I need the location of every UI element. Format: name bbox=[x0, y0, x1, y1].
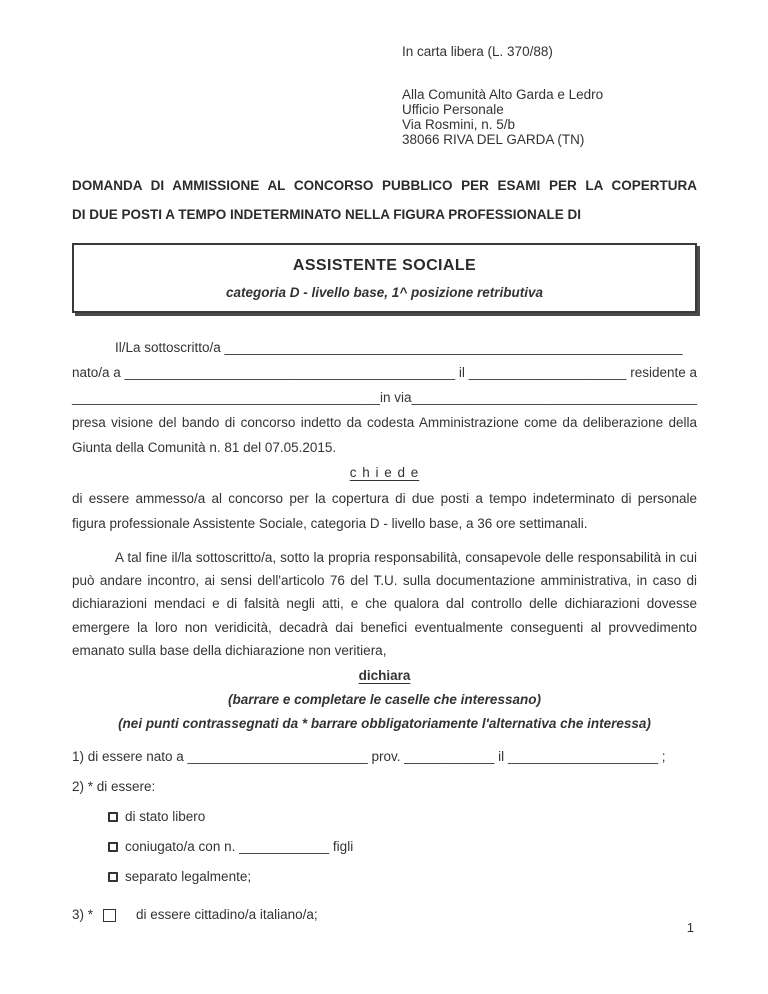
option-stato-libero bbox=[108, 802, 697, 832]
recipient-line: Ufficio Personale bbox=[402, 102, 504, 117]
checkbox-icon bbox=[103, 909, 116, 922]
birthdate-blank: _____________________ bbox=[468, 365, 627, 380]
birth-residence-line bbox=[72, 360, 697, 385]
chiede-paragraph: di essere ammesso/a al concorso per la copertura di due posti a tempo indeterminato di personale figura professionale Assistente Sociale, categoria D - livello base, a 36 ore settimanali. bbox=[72, 491, 697, 531]
dichiara-note-1: (barrare e completare le caselle che interessano) bbox=[228, 692, 541, 708]
recipient-line: 38066 RIVA DEL GARDA (TN) bbox=[402, 132, 585, 147]
checkbox-icon bbox=[108, 812, 118, 822]
recipient-line: Alla Comunità Alto Garda e Ledro bbox=[402, 87, 604, 102]
option-label: di stato libero bbox=[125, 809, 206, 825]
position-box bbox=[72, 243, 697, 313]
notice-paragraph: presa visione del bando di concorso indetto da codesta Amministrazione come da deliberazione della Giunta della Comunità n. 81 del 07.05.2015. bbox=[72, 415, 697, 455]
item3-number: 3) * bbox=[72, 907, 94, 923]
marital-status-options bbox=[72, 802, 697, 892]
option-label: coniugato/a con n. ____________ figli bbox=[125, 839, 354, 855]
declaration-item-3 bbox=[72, 900, 697, 930]
stamp-note: In carta libera (L. 370/88) bbox=[402, 44, 553, 59]
responsibility-paragraph: A tal fine il/la sottoscritto/a, sotto la propria responsabilità, consapevole delle responsabilità in cui può andare incontro, ai sensi dell'articolo 76 del T.U. sulla documentazione amministrativa, in caso di dichiarazioni mendaci e di falsità negli atti, e che qualora dal controllo delle dichiarazioni dovesse emergere la loro non veridicità, decadrà dai benefici eventualmente conseguenti al provvedimento emanato sulla base della dichiarazione non veritiera, bbox=[72, 550, 697, 658]
birthplace-blank: ____________________________________________ bbox=[124, 365, 455, 380]
applicant-name-line: Il/La sottoscritto/a _____________________________________________________________ bbox=[115, 340, 683, 355]
document-title-line1: DOMANDA DI AMMISSIONE AL CONCORSO PUBBLICO PER ESAMI PER LA COPERTURA bbox=[72, 178, 697, 193]
residence-city-blank: _________________________________________ bbox=[72, 390, 380, 405]
position-subtitle: categoria D - livello base, 1^ posizione retributiva bbox=[226, 285, 543, 300]
document-title-line2: DI DUE POSTI A TEMPO INDETERMINATO NELLA FIGURA PROFESSIONALE DI bbox=[72, 207, 582, 222]
option-coniugato bbox=[108, 832, 697, 862]
option-label: separato legalmente; bbox=[125, 869, 252, 885]
declaration-item-1: 1) di essere nato a ________________________ prov. ____________ il ____________________ ; bbox=[72, 749, 666, 765]
declarations-list bbox=[72, 742, 697, 930]
declaration-item-2: 2) * di essere: bbox=[72, 779, 156, 795]
applicant-form-block bbox=[72, 335, 697, 460]
document-title bbox=[72, 171, 697, 229]
born-in-label: nato/a a bbox=[72, 365, 121, 380]
recipient-line: Via Rosmini, n. 5/b bbox=[402, 117, 516, 132]
address-line bbox=[72, 385, 697, 410]
checkbox-icon bbox=[108, 842, 118, 852]
position-title: ASSISTENTE SOCIALE bbox=[292, 257, 477, 274]
dichiara-block bbox=[72, 664, 697, 736]
street-blank: ______________________________________ bbox=[411, 390, 697, 405]
dichiara-note-2: (nei punti contrassegnati da * barrare obbligatoriamente l'alternativa che interessa) bbox=[118, 716, 651, 732]
street-label: in via bbox=[380, 390, 412, 405]
dichiara-heading: dichiara bbox=[358, 668, 411, 684]
checkbox-icon bbox=[108, 872, 118, 882]
resident-label: residente a bbox=[630, 365, 697, 380]
recipient-address bbox=[402, 87, 697, 147]
page-number: 1 bbox=[686, 920, 694, 935]
chiede-heading: c h i e d e bbox=[349, 465, 420, 480]
header-block bbox=[402, 44, 697, 147]
option-separato bbox=[108, 862, 697, 892]
item3-label: di essere cittadino/a italiano/a; bbox=[136, 907, 318, 923]
born-on-label: il bbox=[458, 365, 465, 380]
